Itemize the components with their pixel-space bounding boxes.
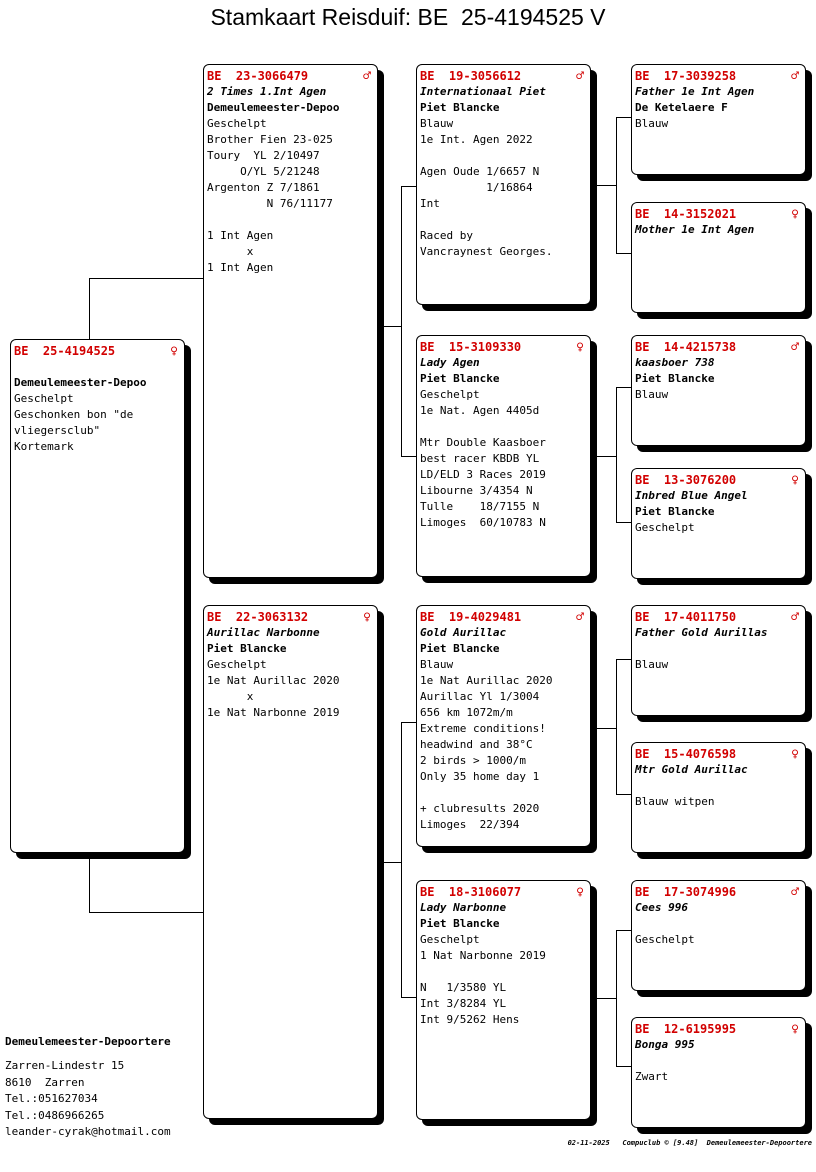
card-info-line: Int 9/5262 Hens (420, 1013, 520, 1026)
connector-line (401, 722, 417, 723)
card-header (14, 343, 184, 359)
card-header (635, 472, 805, 488)
breeder-name: Piet Blancke (420, 101, 500, 114)
pedigree-card-sdd[interactable] (631, 468, 806, 579)
card-info-line: Geschelpt (207, 117, 267, 130)
card-info-line: Geschelpt (635, 521, 695, 534)
male-symbol-icon: ♂ (791, 609, 799, 625)
ring-number: BE 17-3039258 (635, 69, 737, 83)
card-info-line: Int (420, 197, 440, 210)
breeder-name: Demeulemeester-Depoo (14, 376, 147, 389)
pigeon-name (14, 359, 184, 375)
card-info-line (635, 641, 805, 657)
card-header (635, 339, 805, 355)
pigeon-name: Gold Aurillac (420, 626, 507, 639)
pigeon-name: Lady Agen (420, 356, 480, 369)
card-info-line: 1 Int Agen (207, 229, 274, 242)
connector-line (616, 930, 617, 1067)
card-info-line: 1e Nat Aurillac 2020 (420, 674, 553, 687)
ring-number: BE 12-6195995 (635, 1022, 737, 1036)
card-header (635, 746, 805, 762)
pigeon-name: Bonga 995 (635, 1038, 695, 1051)
connector-line (590, 998, 617, 999)
pedigree-card-dam-sire[interactable] (416, 605, 591, 847)
male-symbol-icon: ♂ (791, 339, 799, 355)
card-info-line: Tulle 18/7155 N (420, 500, 540, 513)
connector-line (616, 1066, 632, 1067)
pedigree-card-ddd[interactable] (631, 1017, 806, 1128)
card-info-line: Int 3/8284 YL (420, 997, 507, 1010)
connector-line (616, 117, 617, 254)
female-symbol-icon: ♀ (576, 884, 584, 900)
breeder-name: Demeulemeester-Depoo (207, 101, 340, 114)
card-info-line: Brother Fien 23-025 (207, 133, 333, 146)
card-info-line: Only 35 home day 1 (420, 770, 540, 783)
card-info-line: 656 km 1072m/m (420, 706, 513, 719)
card-info-line: Toury YL 2/10497 (207, 149, 320, 162)
ring-number: BE 17-3074996 (635, 885, 737, 899)
card-info-line: 1 Int Agen (207, 261, 274, 274)
female-symbol-icon: ♀ (791, 746, 799, 762)
card-info-line: Blauw (635, 117, 669, 130)
male-symbol-icon: ♂ (576, 68, 584, 84)
ring-number: BE 17-4011750 (635, 610, 737, 624)
card-info-line: x (207, 690, 254, 703)
female-symbol-icon: ♀ (791, 472, 799, 488)
connector-line (590, 728, 617, 729)
card-info-line: Argenton Z 7/1861 (207, 181, 320, 194)
owner-block (5, 1034, 171, 1141)
card-info-line: Aurillac Yl 1/3004 (420, 690, 540, 703)
pedigree-card-sds[interactable] (631, 335, 806, 446)
owner-name: Demeulemeester-Depoortere (5, 1035, 171, 1048)
pedigree-card-subject[interactable] (10, 339, 185, 853)
card-info-line (420, 964, 590, 980)
card-info-line: Blauw (420, 117, 454, 130)
owner-phone: Tel.:051627034 (5, 1092, 98, 1105)
card-info-line (207, 212, 377, 228)
card-info-line: 1e Nat Narbonne 2019 (207, 706, 340, 719)
pedigree-card-dam[interactable] (203, 605, 378, 1119)
card-info-line (635, 778, 805, 794)
connector-line (401, 456, 417, 457)
card-info-line: Blauw (635, 388, 669, 401)
pedigree-card-dsd[interactable] (631, 742, 806, 853)
male-symbol-icon: ♂ (576, 609, 584, 625)
pigeon-name: Aurillac Narbonne (207, 626, 320, 639)
male-symbol-icon: ♂ (791, 68, 799, 84)
pedigree-card-dds[interactable] (631, 880, 806, 991)
pedigree-card-dam-dam[interactable] (416, 880, 591, 1120)
ring-number: BE 14-3152021 (635, 207, 737, 221)
card-info-line (420, 785, 590, 801)
card-info-line: Zwart (635, 1070, 669, 1083)
connector-line (590, 185, 617, 186)
female-symbol-icon: ♀ (791, 206, 799, 222)
card-header (420, 884, 590, 900)
ring-number: BE 23-3066479 (207, 69, 309, 83)
card-info-line: Limoges 22/394 (420, 818, 520, 831)
card-info-line: + clubresults 2020 (420, 802, 540, 815)
card-info-line: Libourne 3/4354 N (420, 484, 533, 497)
card-info-line: O/YL 5/21248 (207, 165, 320, 178)
pigeon-name: Lady Narbonne (420, 901, 507, 914)
connector-line (616, 659, 617, 795)
pedigree-card-dss[interactable] (631, 605, 806, 716)
connector-line (401, 722, 402, 998)
ring-number: BE 13-3076200 (635, 473, 737, 487)
card-header (635, 1021, 805, 1037)
card-info-line: Blauw (635, 658, 669, 671)
pedigree-card-sss[interactable] (631, 64, 806, 175)
card-info-line: 2 birds > 1000/m (420, 754, 526, 767)
card-info-line: 1 Nat Narbonne 2019 (420, 949, 546, 962)
breeder-name: Piet Blancke (420, 917, 500, 930)
ring-number: BE 22-3063132 (207, 610, 309, 624)
ring-number: BE 14-4215738 (635, 340, 737, 354)
card-info-line: N 1/3580 YL (420, 981, 507, 994)
card-info-line: 1/16864 (420, 181, 533, 194)
male-symbol-icon: ♂ (791, 884, 799, 900)
ring-number: BE 19-3056612 (420, 69, 522, 83)
connector-line (590, 456, 617, 457)
owner-email[interactable]: leander-cyrak@hotmail.com (5, 1125, 171, 1138)
connector-line (616, 794, 632, 795)
card-info-line: Blauw (420, 658, 454, 671)
pigeon-name: 2 Times 1.Int Agen (207, 85, 327, 98)
pedigree-card-sire[interactable] (203, 64, 378, 578)
card-header (635, 609, 805, 625)
card-info-line: Limoges 60/10783 N (420, 516, 546, 529)
pedigree-card-sire-dam[interactable] (416, 335, 591, 577)
card-info-line (420, 148, 590, 164)
breeder-name: Piet Blancke (420, 642, 500, 655)
owner-mobile: Tel.:0486966265 (5, 1108, 105, 1122)
connector-line (616, 387, 632, 388)
card-info-line: LD/ELD 3 Races 2019 (420, 468, 546, 481)
ring-number: BE 15-3109330 (420, 340, 522, 354)
owner-city: 8610 Zarren (5, 1075, 85, 1089)
card-header (635, 68, 805, 84)
breeder-name: Piet Blancke (420, 372, 500, 385)
card-info-line: best racer KBDB YL (420, 452, 540, 465)
card-info-line: x (207, 245, 254, 258)
connector-line (401, 997, 417, 998)
female-symbol-icon: ♀ (576, 339, 584, 355)
card-info-line: vliegersclub" (14, 424, 101, 437)
connector-line (616, 930, 632, 931)
ring-number: BE 18-3106077 (420, 885, 522, 899)
card-info-line: Raced by (420, 229, 473, 242)
connector-line (616, 522, 632, 523)
connector-line (89, 278, 204, 279)
card-info-line: Agen Oude 1/6657 N (420, 165, 540, 178)
male-symbol-icon: ♂ (363, 68, 371, 84)
card-info-line: Extreme conditions! (420, 722, 546, 735)
card-info-line: Geschelpt (207, 658, 267, 671)
pedigree-card-sire-sire[interactable] (416, 64, 591, 305)
ring-number: BE 15-4076598 (635, 747, 737, 761)
card-header (635, 884, 805, 900)
connector-line (89, 852, 90, 913)
pigeon-name: Father Gold Aurillas (635, 626, 768, 639)
card-info-line: Blauw witpen (635, 795, 715, 808)
pigeon-name: Mother 1e Int Agen (635, 223, 755, 236)
breeder-name: Piet Blancke (635, 505, 715, 518)
card-header (420, 339, 590, 355)
pedigree-card-ssd[interactable] (631, 202, 806, 313)
connector-line (377, 326, 402, 327)
card-info-line (420, 212, 590, 228)
card-info-line: Vancraynest Georges. (420, 245, 553, 258)
card-info-line (420, 419, 590, 435)
ring-number: BE 25-4194525 (14, 344, 116, 358)
card-info-line: Geschelpt (420, 933, 480, 946)
pigeon-name: Cees 996 (635, 901, 688, 914)
card-info-line: 1e Nat. Agen 4405d (420, 404, 540, 417)
connector-line (377, 862, 402, 863)
connector-line (616, 659, 632, 660)
card-info-line: 1e Nat Aurillac 2020 (207, 674, 340, 687)
connector-line (401, 186, 417, 187)
connector-line (616, 253, 632, 254)
card-info-line (635, 1053, 805, 1069)
ring-number: BE 19-4029481 (420, 610, 522, 624)
breeder-name: De Ketelaere F (635, 101, 728, 114)
pigeon-name: kaasboer 738 (635, 356, 715, 369)
page-title: Stamkaart Reisduif: BE 25-4194525 V (210, 4, 606, 30)
card-header (635, 206, 805, 222)
card-info-line: Mtr Double Kaasboer (420, 436, 546, 449)
card-info-line: headwind and 38°C (420, 738, 533, 751)
card-info-line: Geschelpt (635, 933, 695, 946)
card-info-line: Geschonken bon "de (14, 408, 134, 421)
pigeon-name: Father 1e Int Agen (635, 85, 755, 98)
connector-line (616, 387, 617, 523)
card-info-line: Kortemark (14, 440, 74, 453)
connector-line (401, 186, 402, 457)
card-info-line: Geschelpt (14, 392, 74, 405)
breeder-name: Piet Blancke (207, 642, 287, 655)
owner-address: Zarren-Lindestr 15 (5, 1059, 125, 1072)
pigeon-name: Internationaal Piet (420, 85, 546, 98)
card-header (207, 68, 377, 84)
card-header (420, 68, 590, 84)
pigeon-name: Inbred Blue Angel (635, 489, 748, 502)
female-symbol-icon: ♀ (170, 343, 178, 359)
card-header (207, 609, 377, 625)
female-symbol-icon: ♀ (791, 1021, 799, 1037)
card-info-line: 1e Int. Agen 2022 (420, 133, 533, 146)
pigeon-name: Mtr Gold Aurillac (635, 763, 748, 776)
card-info-line: Geschelpt (420, 388, 480, 401)
female-symbol-icon: ♀ (363, 609, 371, 625)
breeder-name: Piet Blancke (635, 372, 715, 385)
connector-line (616, 117, 632, 118)
connector-line (89, 278, 90, 340)
connector-line (89, 912, 204, 913)
footer-text: 02-11-2025 Compuclub © [9.48] Demeulemeester-Depoortere (567, 1139, 812, 1147)
card-info-line (635, 916, 805, 932)
card-header (420, 609, 590, 625)
card-info-line: N 76/11177 (207, 197, 333, 210)
